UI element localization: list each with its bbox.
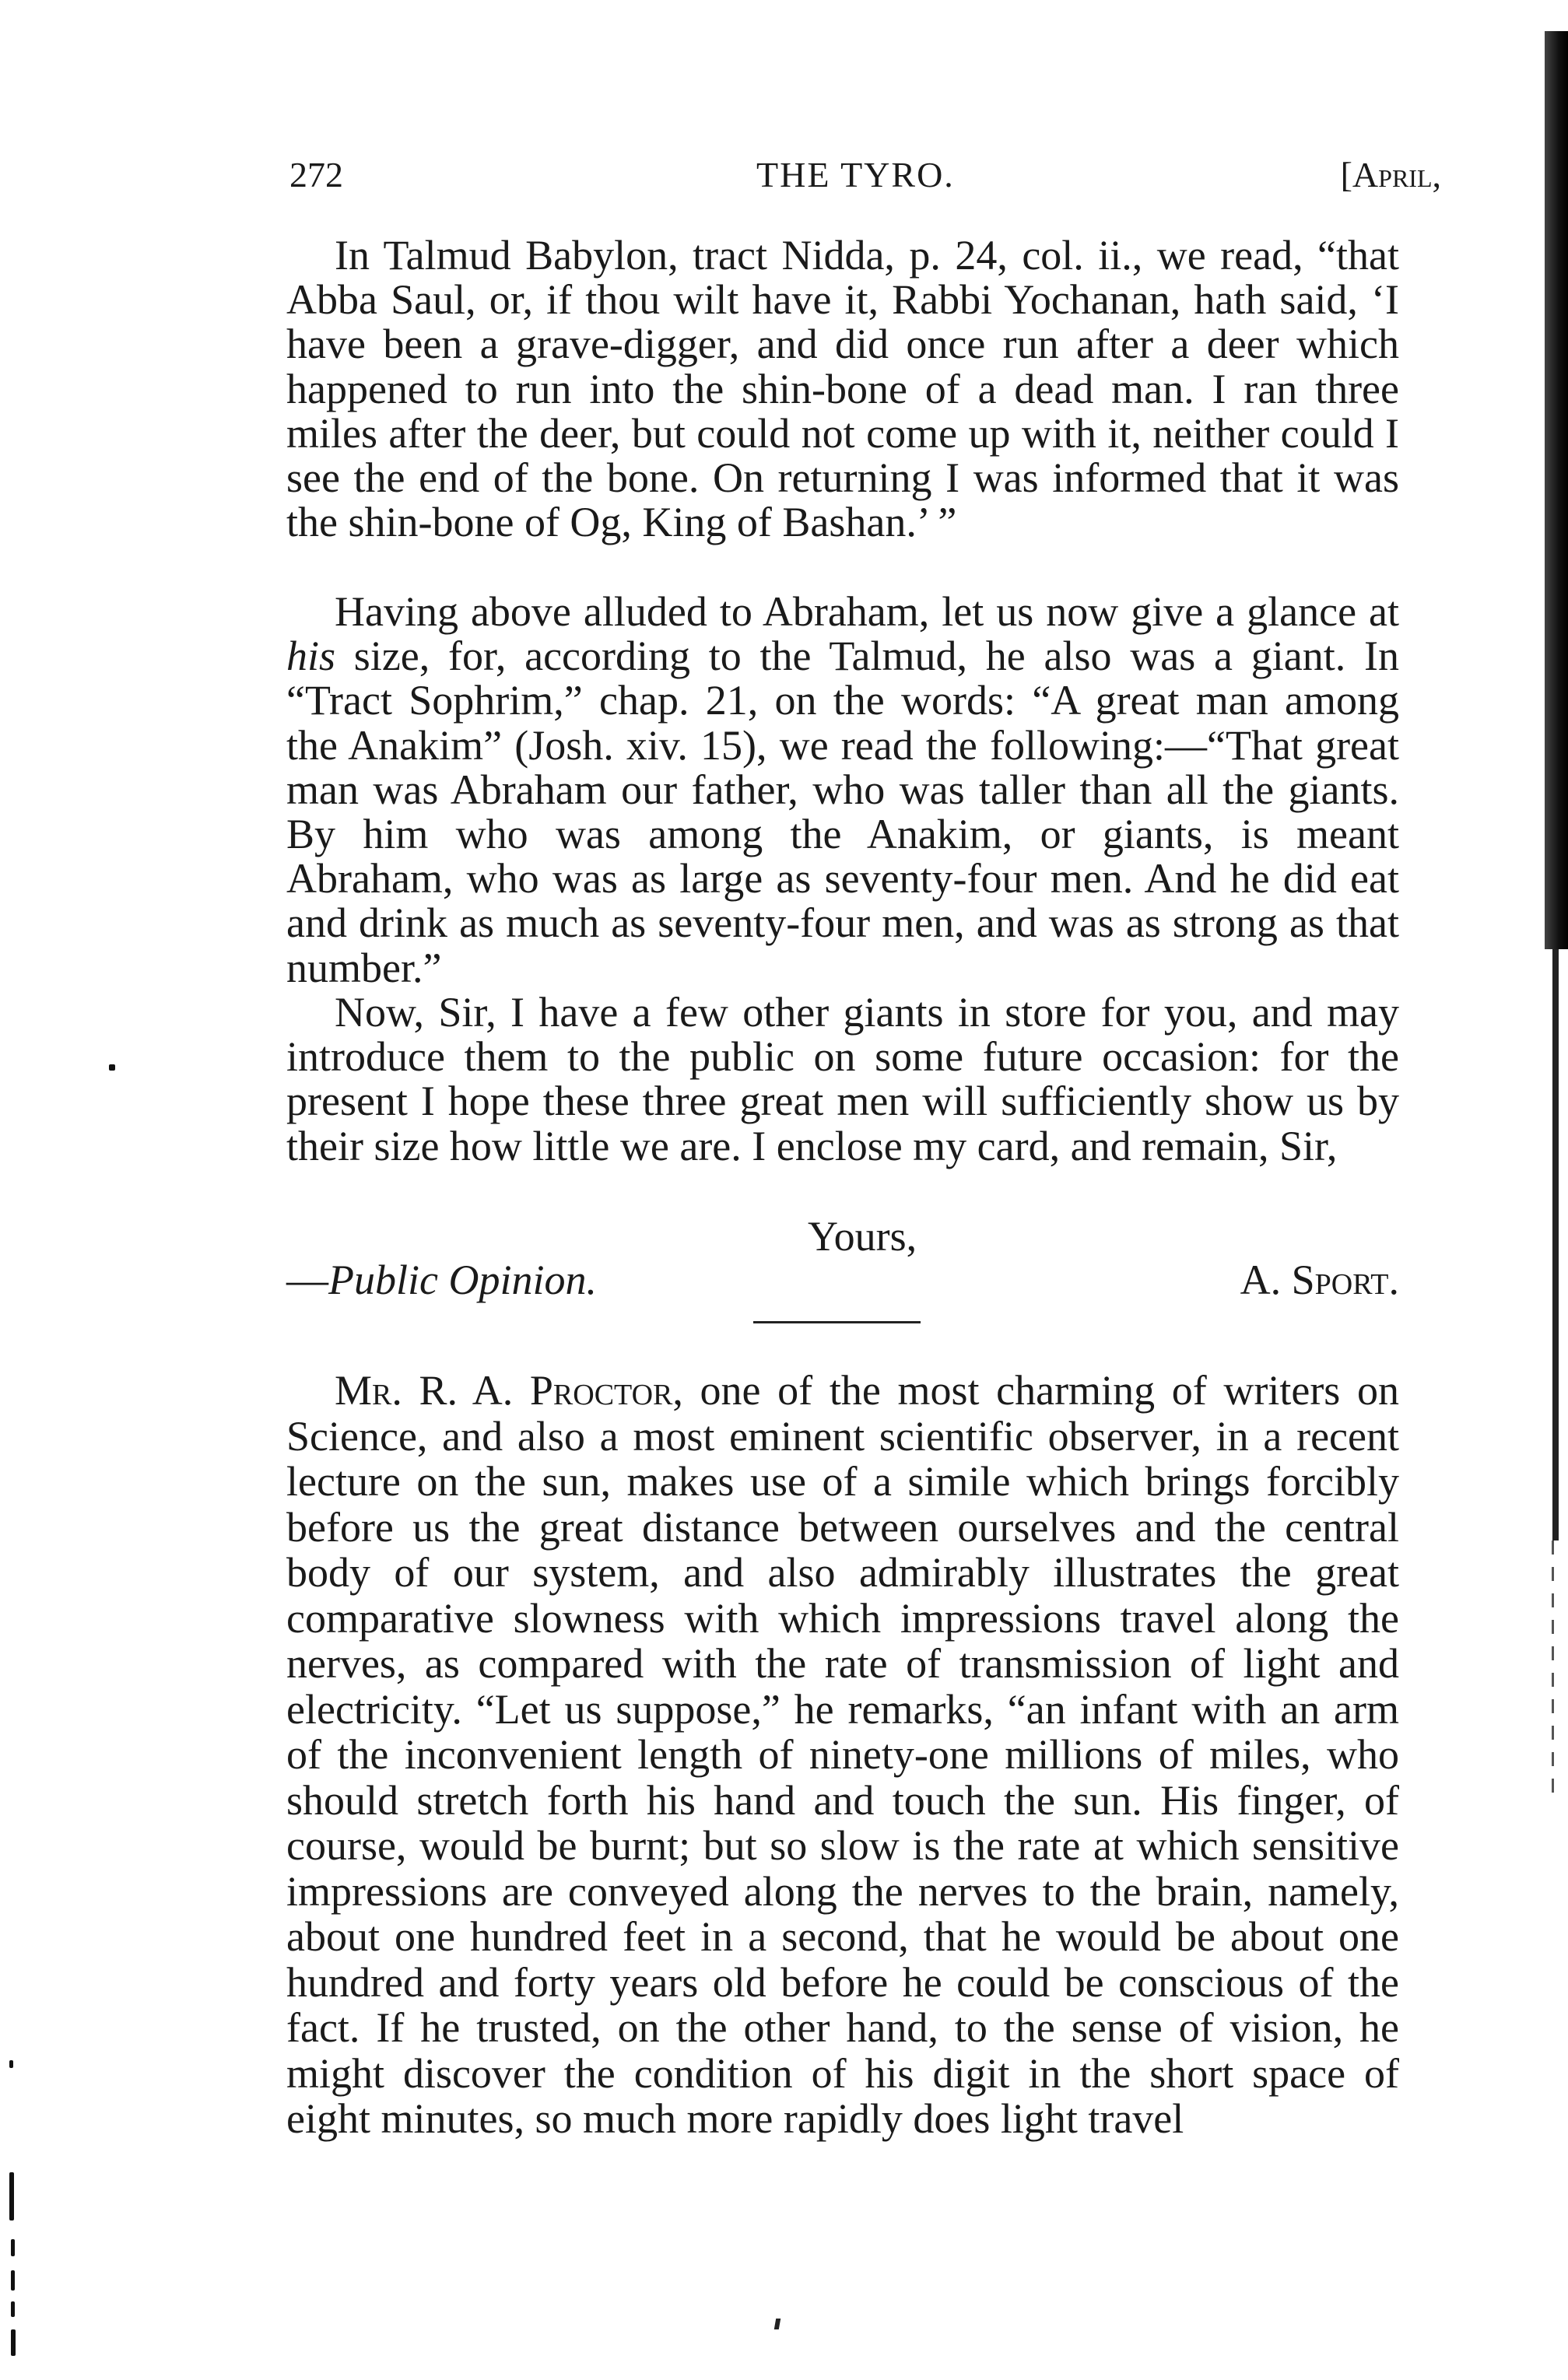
- paragraph-og-shin-bone: In Talmud Babylon, tract Nidda, p. 24, col. ii., we read, “that Abba Saul, or, if thou wilt have it, Rabbi Yochanan, hath said, ‘I have been a grave-digger, and did once run after a deer which happened to run into the shin-bone of a dead man. I ran three miles after the deer, but could not come up with it, neither could I see the end of the bone. On returning I was informed that it was the shin-bone of Og, King of Bashan.’ ”: [286, 232, 1399, 546]
- printer-mark: [774, 2319, 780, 2329]
- paragraph-abraham-giant: Having above alluded to Abraham, let us now give a glance at his size, for, according to the Talmud, he also was a giant. In “Tract Sophrim,” chap. 21, on the words: “A great man among the Anakim” (Josh. xiv. 15), we read the following:—“That great man was Abraham our father, who was taller than all the giants. By him who was among the Anakim, or giants, is meant Abraham, who was as large as seventy-four men. And he did eat and drink as much as seventy-four men, and was as strong as that number.”: [286, 588, 1399, 991]
- binding-edge-line: [1552, 949, 1559, 1541]
- binding-edge-dashes: [1552, 1541, 1554, 1797]
- source-publication: —Public Opinion.: [286, 1257, 597, 1303]
- running-header: [289, 154, 1441, 209]
- section-divider: [753, 1321, 921, 1323]
- paragraph-proctor-sun: Mr. R. A. Proctor, one of the most charming of writers on Science, and also a most eminent scientific observer, in a recent lecture on the sun, makes use of a simile which brings forcibly before us the great distance between ourselves and the central body of our system, and also admirably illustrates the great comparative slowness with which impressions travel along the nerves, as compared with the rate of transmission of light and electricity. “Let us suppose,” he remarks, “an infant with an arm of the inconvenient length of ninety-one millions of miles, who should stretch forth his hand and touch the sun. His finger, of course, would be burnt; but so slow is the rate at which sensitive impressions are conveyed along the nerves to the brain, namely, about one hundred feet in a second, that he would be about one hundred and forty years old before he could be conscious of the fact. If he trusted, on the other hand, to the sense of vision, he might discover the condition of his digit in the short space of eight minutes, so much more rapidly does light travel: [286, 1367, 1399, 2142]
- paragraph-lead-name: Mr. R. A. Proctor,: [335, 1367, 683, 1414]
- letter-source-line: [286, 1256, 1399, 1310]
- page-number: 272: [289, 155, 343, 195]
- closing-salutation: Yours,: [808, 1213, 917, 1260]
- binding-edge-shadow: [1545, 31, 1568, 949]
- letter-author: A. Sport.: [1240, 1257, 1399, 1303]
- italic-word: his: [286, 633, 336, 680]
- header-month: [April,: [1340, 155, 1441, 195]
- running-title: THE TYRO.: [756, 155, 955, 195]
- paragraph-closing-letter: Now, Sir, I have a few other giants in store for you, and may introduce them to the public on some future occasion: for the present I hope these three great men will sufficiently show us by their size how little we are. I enclose my card, and remain, Sir,: [286, 989, 1399, 1169]
